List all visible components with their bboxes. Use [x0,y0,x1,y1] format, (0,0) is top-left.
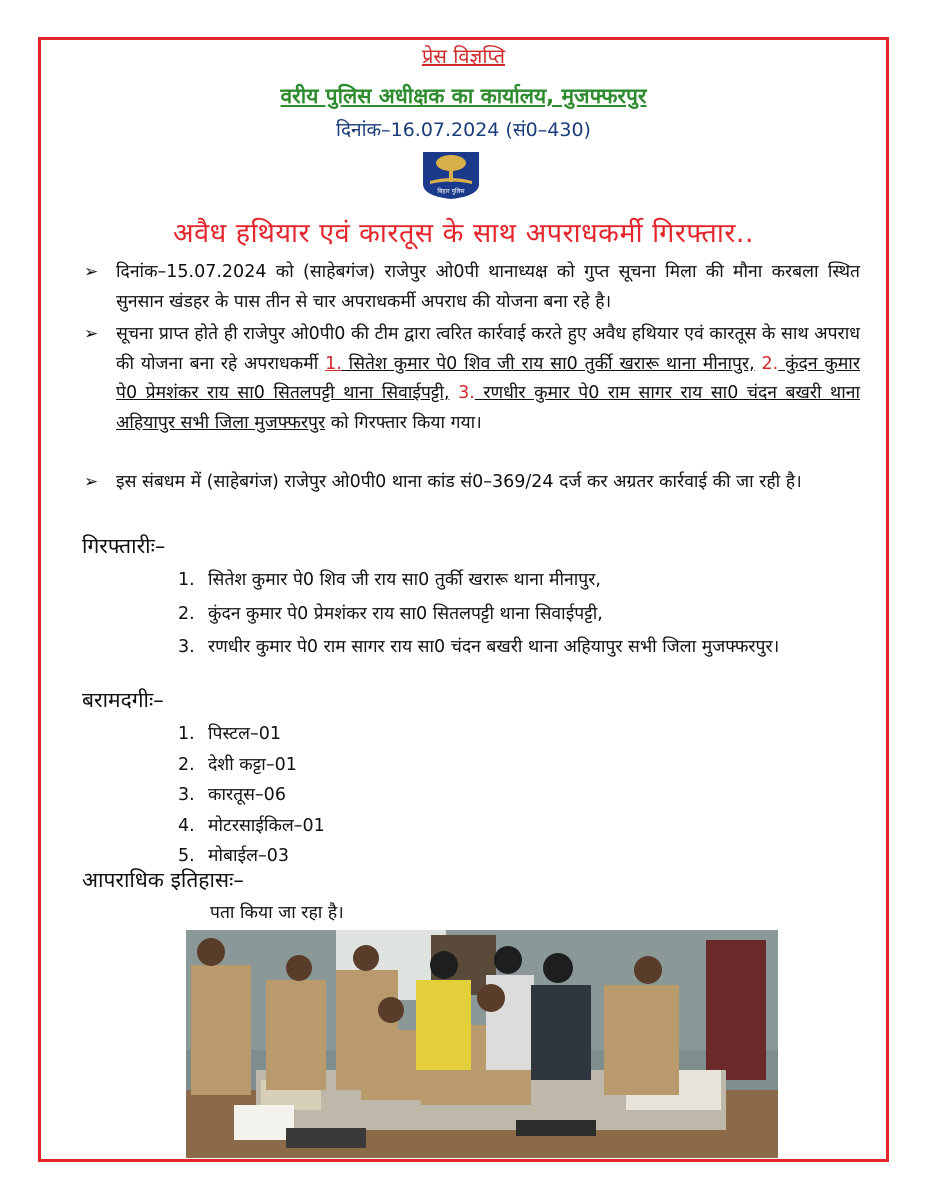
list-item [178,600,862,630]
paragraph-3-text: इस संबधम में (साहेबगंज) राजेपुर ओ0पी0 थाना कांड सं0–369/24 दर्ज कर अग्रतर कार्रवाई की जा रही है। [116,472,802,492]
list-text: पिस्टल–01 [208,724,281,744]
arrow-bullet-icon: ➢ [84,472,99,492]
list-item [178,751,325,781]
criminal-history-heading: आपराधिक इतिहासः– [82,868,244,892]
arrow-bullet-icon: ➢ [84,262,99,282]
list-number: 1. [178,570,195,590]
paragraph-2 [84,320,860,438]
list-text: कारतूस–06 [208,785,286,805]
paragraph-1 [84,258,860,317]
criminal-history-text: पता किया जा रहा है। [210,903,344,923]
accused-3-number: 3. [458,383,475,403]
emblem-label: बिहार पुलिस [437,188,465,195]
accused-2-detail: कुंदन कुमार पे0 प्रेमशंकर राय सा0 सितलपट्टी थाना सिवाईपट्टी, [116,353,860,403]
list-number: 2. [178,603,195,624]
list-text: मोबाईल–03 [208,846,289,866]
list-text: मोटरसाईकिल–01 [208,815,325,836]
arrests-heading: गिरफ्तारीः– [82,534,166,558]
list-text: रणधीर कुमार पे0 राम सागर राय सा0 चंदन बखरी थाना अहियापुर सभी जिला मुजफ्फरपुर। [208,637,780,657]
accused-1-detail: सितेश कुमार पे0 शिव जी राय सा0 तुर्की खरारू थाना मीनापुर, [341,353,755,374]
arrest-photo [186,930,778,1158]
list-item [178,812,325,842]
list-number: 5. [178,846,195,866]
accused-1-number: 1. [325,353,342,374]
office-name: वरीय पुलिस अधीक्षक का कार्यालय, मुजफ्फरपुर [280,84,647,108]
list-number: 2. [178,754,195,775]
paragraph-2-text [116,320,860,438]
arrests-list [178,566,862,667]
list-item [178,720,325,750]
list-text: कुंदन कुमार पे0 प्रेमशंकर राय सा0 सितलपट्टी थाना सिवाईपट्टी, [208,603,603,624]
list-text: सितेश कुमार पे0 शिव जी राय सा0 तुर्की खरारू थाना मीनापुर, [208,570,601,590]
list-text: देशी कट्टा–01 [208,754,297,775]
list-number: 3. [178,785,195,805]
paragraph-3 [84,468,860,498]
paragraph-2-intro: सूचना प्राप्त होते ही राजेपुर ओ0पी0 की टीम द्वारा त्वरित कार्रवाई करते हुए अवैध हथियार एवं कारतूस के साथ अपराध की योजना बना रहे अपराधकर्मी [116,324,860,374]
headline: अवैध हथियार एवं कारतूस के साथ अपराधकर्मी गिरफ्तार.. [172,218,755,249]
date-reference: दिनांक–16.07.2024 (सं0–430) [336,119,591,141]
arrow-bullet-icon: ➢ [84,324,99,344]
press-release-title: प्रेस विज्ञप्ति [421,44,506,68]
list-number: 4. [178,815,195,836]
list-number: 1. [178,724,195,744]
accused-2-number: 2. [761,353,779,374]
paragraph-1-text: दिनांक–15.07.2024 को (साहेबगंज) राजेपुर ओ0पी थानाध्यक्ष को गुप्त सूचना मिला की मौना करबला स्थित सुनसान खंडहर के पास तीन से चार अपराधकर्मी अपराध की योजना बना रहे है। [116,262,860,312]
list-item [178,566,862,596]
accused-3-detail: रणधीर कुमार पे0 राम सागर राय सा0 चंदन बखरी थाना अहियापुर सभी जिला मुजफ्फरपुर [116,383,860,433]
paragraph-2-end: को गिरफ्तार किया गया। [325,412,482,433]
list-number: 3. [178,637,195,657]
list-item [178,633,862,663]
recovered-list [178,720,325,873]
bihar-police-emblem [420,150,482,200]
list-item [178,781,325,811]
recovered-heading: बरामदगीः– [82,688,164,712]
